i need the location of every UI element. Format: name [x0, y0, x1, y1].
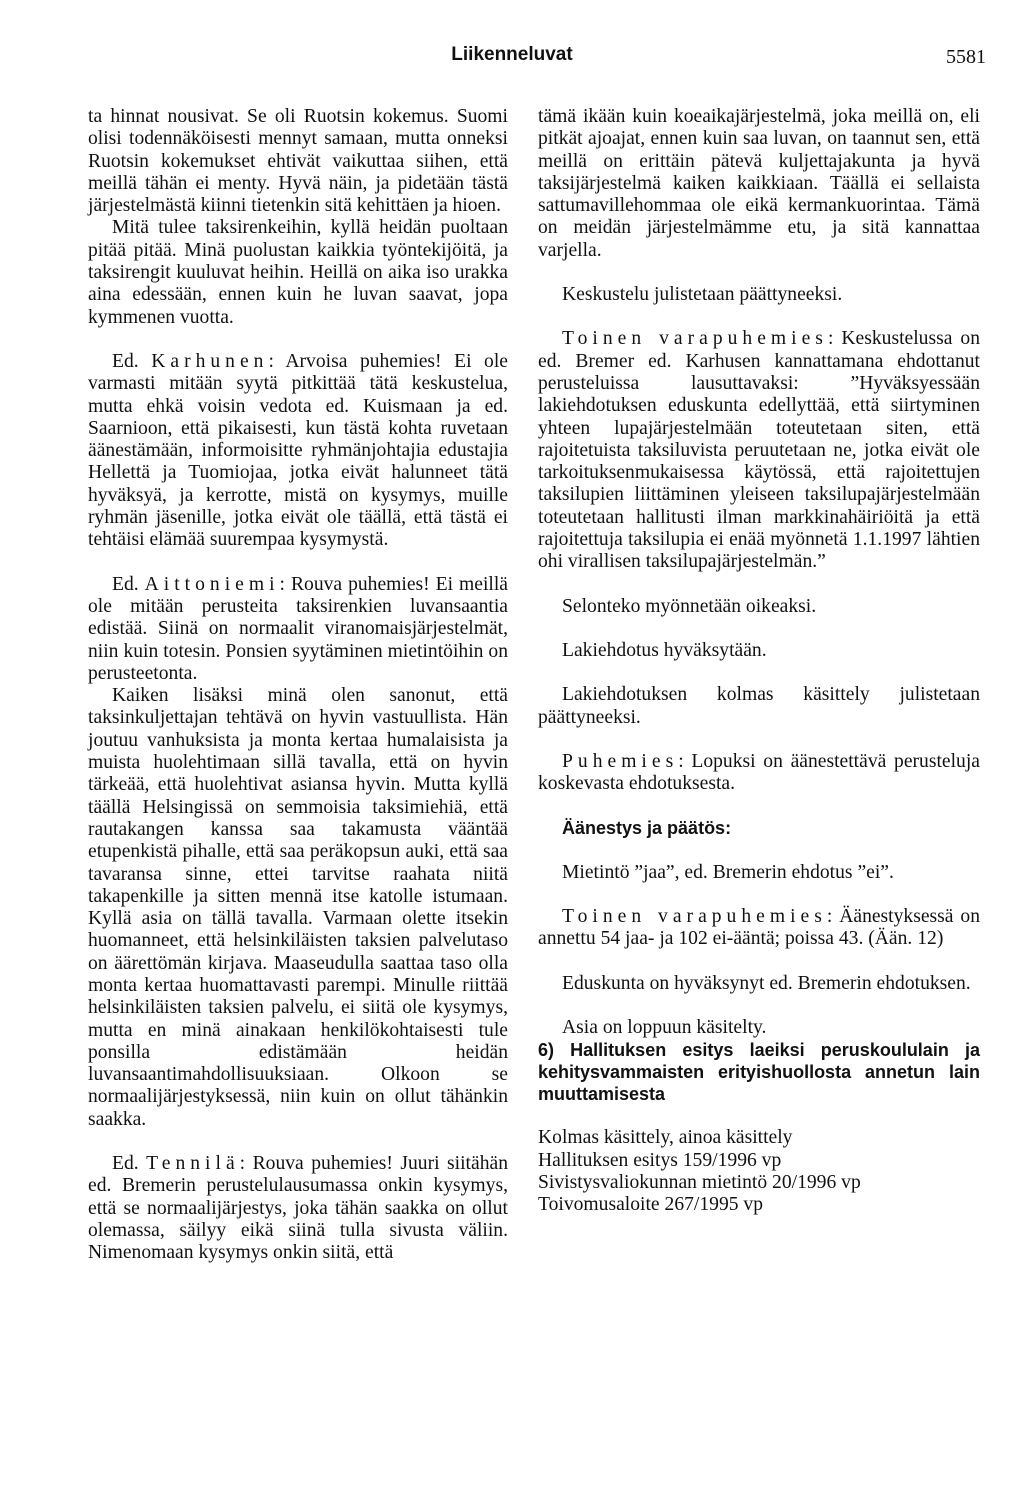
meta-line: Toivomusaloite 267/1995 vp [538, 1194, 764, 1216]
paragraph: Eduskunta on hyväksynyt ed. Bremerin ehdotuksen. [562, 972, 971, 994]
speaker-prefix: Ed. [112, 1153, 139, 1175]
agenda-item-meta [538, 1127, 980, 1216]
meta-line: Kolmas käsittely, ainoa käsittely [538, 1127, 793, 1149]
speech-text: : Arvoisa puhemies! Ei ole varmasti mitään syytä pitkittää tätä keskustelua, mutta ehkä voisin vedota ed. Kuismaan ja ed. Saarnioon, että pikaisesti, kun tästä kohta ruvetaan äänestämään, informoisitte ryhmänjohtajia edustajia Hellettä ja Tuomiojaa, jotka eivät halunneet tätä hyväksyä, ja kerrotte, mistä on kysymys, muille ryhmän jäsenille, jotka eivät ole täällä, että tästä ei tehtäisi elämää suurempaa kysymystä. [88, 350, 508, 551]
speech-text: : Lopuksi on äänestettävä perusteluja koskevasta ehdotuksesta. [538, 750, 980, 795]
paragraph: Kaiken lisäksi minä olen sanonut, että taksinkuljettajan tehtävä on hyvin vastuullista. Hän joutuu vanhuksista ja monta kertaa humalaisista ja muista huolehtimaan sillä tavalla, että on hyvin tärkeää, että huolehtivat asiansa hyvin. Mutta kyllä täällä Helsingissä on semmoisia taksimiehiä, että rautakangen kanssa saa takamusta vääntää etupenkistä pihalle, että saa peräkopsun auki, että saa tavaransa sinne, ettei tarvitse raahata niitä takapenkille ja sitten mennä itse katolle istumaan. Kyllä asia on tällä tavalla. Varmaan olette itsekin huomanneet, että helsinkiläisten taksien palvelutaso on äärettömän kirjava. Maaseudulla saattaa taso olla monta kertaa huomattavasti parempi. Minulle riittää helsinkiläisten taksien palvelu, ei siitä ole kysymys, mutta en minä ainakaan henkilökohtaisesti tule ponsilla edistämään heidän luvansaantimahdollisuuksiaan. Olkoon se normaalijärjestyksessä, niin kuin on ollut tähänkin saakka. [88, 685, 508, 1130]
paragraph: Lakiehdotuksen kolmas käsittely julistetaan päättyneeksi. [538, 684, 980, 728]
speech-text: : Keskustelussa on ed. Bremer ed. Karhusen kannattamana ehdottanut perusteluissa lausuttavaksi: ”Hyväksyessään lakiehdotuksen eduskunta edellyttää, että siirtyminen yhteen lupajärjestelmään toteutetaan siten, että rajoitetuista taksiluvista peruutetaan ne, jotka eivät ole tarkoituksenmukaisessa käytössä, että rajoitettujen taksilupien liittäminen yleiseen taksilupajärjestelmään toteutetaan hallitusti ilman markkinahäiriöitä ja että rajoitettuja taksilupia ei enää myönnetä 1.1.1997 lähtien ohi virallisen taksilupajärjestelmän.” [538, 328, 980, 573]
speech-text: : Rouva puhemies! Juuri siitähän ed. Bremerin perustelulausumassa onkin kysymys, että se normaalijärjestys, joka tähän saakka on ollut olemassa, säilyy eikä siinä tulla sivusta väliin. Nimenomaan kysymys onkin siitä, että [88, 1153, 508, 1264]
speaker-name: Toinen varapuhemies [562, 906, 827, 928]
speaker-name: Puhemies [562, 750, 679, 772]
speaker-name: Tennilä [146, 1153, 240, 1175]
paragraph: Keskustelu julistetaan päättyneeksi. [562, 284, 843, 306]
paragraph: tämä ikään kuin koeaikajärjestelmä, joka meillä on, eli pitkät ajoajat, ennen kuin saa luvan, on taannut sen, että meillä on erittäin pätevä kuljettajakunta ja hyvä taksijärjestelmä kaiken kaikkiaan. Täällä ei sellaista sattumavillehommaa ole eikä kermankuorintaa. Tämä on meidän järjestelmämme etu, ja sitä kannattaa varjella. [538, 106, 980, 261]
meta-line: Hallituksen esitys 159/1996 vp [538, 1149, 782, 1171]
speaker-name: Karhunen [151, 350, 269, 372]
paragraph: Mietintö ”jaa”, ed. Bremerin ehdotus ”ei”. [562, 861, 894, 883]
speech-speaker [538, 751, 980, 796]
speech-aittoniemi [88, 574, 508, 685]
speech-karhunen [88, 351, 508, 552]
speech-text: : Äänestyksessä on annettu 54 jaa- ja 102 ei-ääntä; poissa 43. (Ään. 12) [538, 906, 980, 950]
speaker-prefix: Ed. [112, 350, 139, 372]
speech-vice-speaker [538, 328, 980, 573]
paragraph: Asia on loppuun käsitelty. [562, 1016, 767, 1038]
speech-text: : Rouva puhemies! Ei meillä ole mitään perusteita taksirenkien luvansaantia edistää. Siinä on normaalit viranomaisjärjestelmät, niin kuin totesin. Ponsien syytäminen mietintöihin on perusteetonta. [88, 573, 508, 684]
left-column [88, 106, 508, 1265]
speech-vice-speaker [538, 906, 980, 951]
speech-tennila [88, 1153, 508, 1264]
page-number: 5581 [946, 46, 986, 68]
right-column [538, 106, 980, 1216]
agenda-item-heading: 6) Hallituksen esitys laeiksi peruskoululain ja kehitysvammaisten erityishuollosta annetun lain muuttamisesta [538, 1040, 980, 1105]
running-header: Liikenneluvat [451, 44, 573, 65]
paragraph: Mitä tulee taksirenkeihin, kyllä heidän puoltaan pitää pitää. Minä puolustan kaikkia työntekijöitä, ja taksirengit kuuluvat heihin. Heillä on aika iso urakka aina edessään, ennen kuin he luvan saavat, jopa kymmenen vuotta. [88, 217, 508, 328]
paragraph: Selonteko myönnetään oikeaksi. [562, 595, 817, 617]
section-subheading: Äänestys ja päätös: [562, 818, 732, 839]
paragraph: ta hinnat nousivat. Se oli Ruotsin kokemus. Suomi olisi todennäköisesti mennyt samaan, mutta onneksi Ruotsin kokemukset ehtivät vaikuttaa siihen, että meillä tähän ei menty. Hyvä näin, ja pidetään tästä järjestelmästä kiinni tietenkin sitä kehittäen ja hioen. [88, 106, 508, 217]
speaker-name: Aittoniemi [144, 573, 280, 595]
meta-line: Sivistysvaliokunnan mietintö 20/1996 vp [538, 1171, 861, 1193]
paragraph: Lakiehdotus hyväksytään. [562, 639, 767, 661]
speaker-prefix: Ed. [112, 573, 139, 595]
speaker-name: Toinen varapuhemies [562, 328, 828, 350]
